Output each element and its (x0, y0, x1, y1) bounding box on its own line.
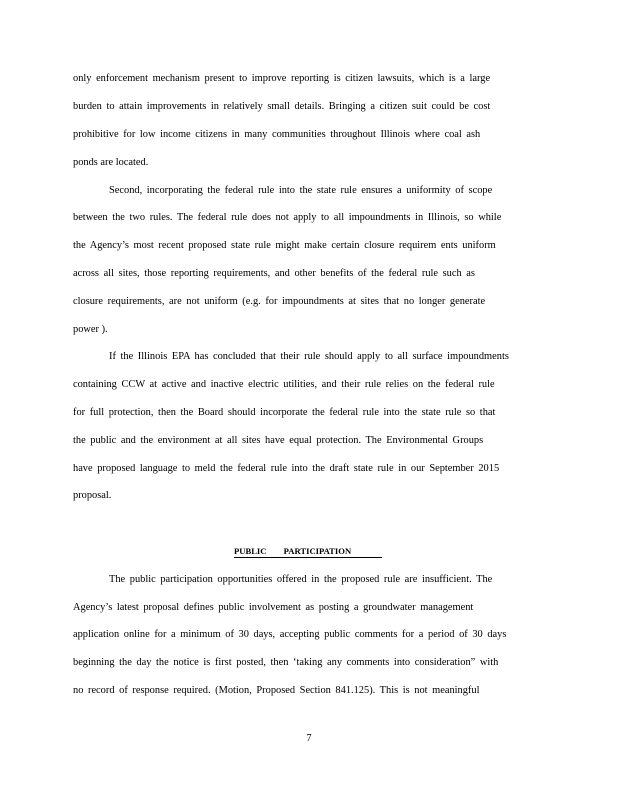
text-line: only enforcement mechanism present to improve reporting is citizen lawsuits, which is a large (73, 73, 491, 84)
text-line: burden to attain improvements in relatively small details. Bringing a citizen suit could be cost (73, 101, 491, 112)
text-line: containing CCW at active and inactive electric utilities, and their rule relies on the federal rule (73, 379, 495, 390)
text-line: power ). (73, 324, 108, 335)
text-line: The public participation opportunities offered in the proposed rule are insufficient. The (109, 574, 493, 585)
text-line: across all sites, those reporting requirements, and other benefits of the federal rule such as (73, 268, 475, 279)
text-line: between the two rules. The federal rule does not apply to all impoundments in Illinois, so while (73, 212, 502, 223)
section-heading: PUBLIC PARTICIPATION (234, 546, 382, 558)
text-line: for full protection, then the Board should incorporate the federal rule into the state rule so that (73, 407, 496, 418)
text-line: ponds are located. (73, 157, 149, 168)
text-line: prohibitive for low income citizens in many communities throughout Illinois where coal ash (73, 129, 481, 140)
text-line: application online for a minimum of 30 days, accepting public comments for a period of 30 days (73, 629, 507, 640)
page-number: 7 (306, 733, 312, 744)
text-line: have proposed language to meld the federal rule into the draft state rule in our September 2015 (73, 463, 500, 474)
text-line: the public and the environment at all sites have equal protection. The Environmental Groups (73, 435, 484, 446)
text-line: Agency’s latest proposal defines public involvement as posting a groundwater management (73, 602, 474, 613)
text-line: closure requirements, are not uniform (e.g. for impoundments at sites that no longer generate (73, 296, 486, 307)
text-line: proposal. (73, 490, 112, 501)
text-line: the Agency’s most recent proposed state rule might make certain closure requirem ents uniform (73, 240, 496, 251)
text-line: beginning the day the notice is first posted, then ‘taking any comments into consideration” with (73, 657, 499, 668)
text-line: If the Illinois EPA has concluded that their rule should apply to all surface impoundments (109, 351, 509, 362)
text-line: Second, incorporating the federal rule into the state rule ensures a uniformity of scope (109, 185, 493, 196)
text-line: no record of response required. (Motion, Proposed Section 841.125). This is not meaningful (73, 685, 480, 696)
